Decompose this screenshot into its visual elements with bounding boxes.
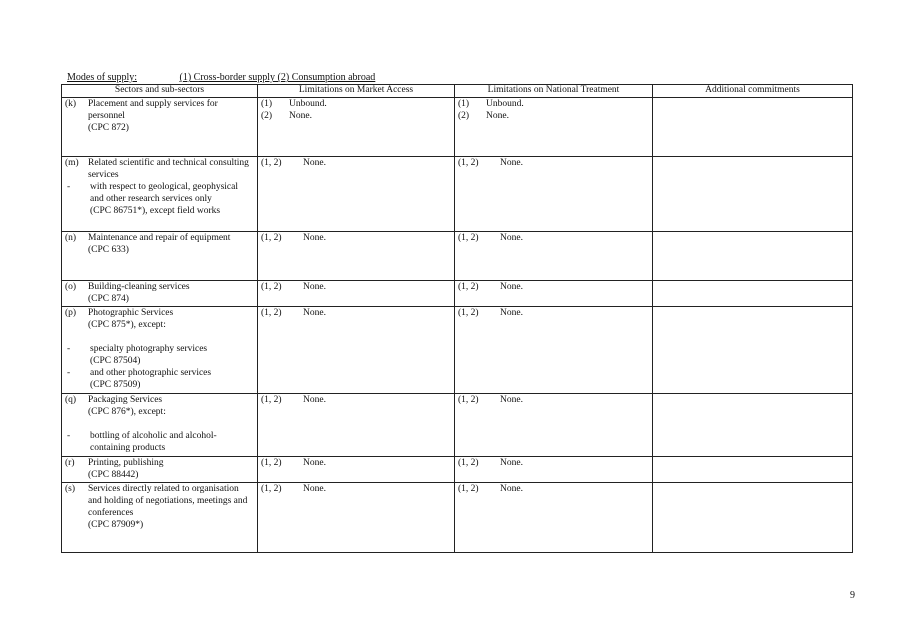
sub-sector-cpc: (CPC 87509) xyxy=(90,380,141,390)
national-treatment-cell xyxy=(455,307,653,394)
sector-title: Placement and supply services for personnel xyxy=(88,99,218,121)
mode-value: None. xyxy=(303,458,326,468)
mode-value: None. xyxy=(303,484,326,494)
sector-cell xyxy=(62,483,258,553)
market-access-cell xyxy=(258,483,455,553)
sector-title: Maintenance and repair of equipment xyxy=(88,233,231,243)
table-row xyxy=(62,281,853,307)
sector-title: Related scientific and technical consulting services xyxy=(88,158,249,180)
sector-title: Services directly related to organisation and holding of negotiations, meetings and conferences xyxy=(88,484,248,518)
sector-title: Printing, publishing xyxy=(88,458,164,468)
national-treatment-cell xyxy=(455,232,653,281)
market-access-cell xyxy=(258,98,455,157)
national-treatment-cell xyxy=(455,157,653,232)
market-access-cell xyxy=(258,457,455,483)
page-number: 9 xyxy=(850,590,855,601)
bullet-dash: - xyxy=(67,182,71,192)
mode-label: (1, 2) xyxy=(261,308,282,318)
mode-value: None. xyxy=(303,233,326,243)
mode-label: (1, 2) xyxy=(458,308,479,318)
market-access-cell xyxy=(258,281,455,307)
mode-label: (1, 2) xyxy=(261,484,282,494)
table-row xyxy=(62,307,853,394)
mode-label: (1, 2) xyxy=(458,395,479,405)
bullet-dash: - xyxy=(67,344,71,354)
additional-commitments-cell xyxy=(653,281,853,307)
mode-value: Unbound. xyxy=(486,99,524,109)
mode-label: (2) xyxy=(261,111,273,121)
additional-commitments-cell xyxy=(653,232,853,281)
mode-value: None. xyxy=(500,395,523,405)
table-header-row xyxy=(62,85,853,98)
sector-cell xyxy=(62,98,258,157)
sector-cpc: (CPC 875*), except: xyxy=(88,320,166,330)
sub-sector-text: with respect to geological, geophysical and other research services only xyxy=(90,182,238,204)
mode-label: (1) xyxy=(458,99,470,109)
modes-value: (1) Cross-border supply (2) Consumption abroad xyxy=(179,72,376,83)
table-row xyxy=(62,457,853,483)
header-market-access: Limitations on Market Access xyxy=(258,85,455,98)
sector-cpc: (CPC 872) xyxy=(88,123,129,133)
mode-label: (1, 2) xyxy=(261,233,282,243)
sector-cell xyxy=(62,232,258,281)
sector-cpc: (CPC 87909*) xyxy=(88,520,144,530)
sub-sector-text: specialty photography services xyxy=(90,344,208,354)
schedule-table xyxy=(61,84,853,553)
national-treatment-cell xyxy=(455,457,653,483)
mode-label: (1, 2) xyxy=(458,233,479,243)
mode-label: (1, 2) xyxy=(261,158,282,168)
header-national-treatment: Limitations on National Treatment xyxy=(455,85,653,98)
mode-value: None. xyxy=(500,158,523,168)
table-row xyxy=(62,98,853,157)
sector-cell xyxy=(62,281,258,307)
table-row xyxy=(62,157,853,232)
sector-title: Building-cleaning services xyxy=(88,282,190,292)
market-access-cell xyxy=(258,232,455,281)
mode-value: None. xyxy=(500,282,523,292)
mode-value: None. xyxy=(500,233,523,243)
mode-value: None. xyxy=(303,282,326,292)
sector-cell xyxy=(62,157,258,232)
national-treatment-cell xyxy=(455,483,653,553)
sector-cpc: (CPC 876*), except: xyxy=(88,407,166,417)
sector-cell xyxy=(62,394,258,457)
sub-sector-text: bottling of alcoholic and alcohol-containing products xyxy=(90,431,217,453)
table-row xyxy=(62,483,853,553)
mode-label: (1, 2) xyxy=(458,484,479,494)
mode-value: None. xyxy=(500,458,523,468)
mode-value: None. xyxy=(289,111,312,121)
mode-label: (1, 2) xyxy=(458,458,479,468)
mode-value: None. xyxy=(500,308,523,318)
sector-cpc: (CPC 88442) xyxy=(88,470,139,480)
sector-cpc: (CPC 874) xyxy=(88,294,129,304)
table-row xyxy=(62,394,853,457)
additional-commitments-cell xyxy=(653,394,853,457)
national-treatment-cell xyxy=(455,394,653,457)
national-treatment-cell xyxy=(455,281,653,307)
market-access-cell xyxy=(258,157,455,232)
mode-value: None. xyxy=(303,158,326,168)
additional-commitments-cell xyxy=(653,307,853,394)
mode-label: (1) xyxy=(261,99,273,109)
mode-label: (1, 2) xyxy=(458,158,479,168)
sector-cell xyxy=(62,457,258,483)
mode-value: None. xyxy=(303,308,326,318)
header-additional-commitments: Additional commitments xyxy=(653,85,853,98)
sector-cell xyxy=(62,307,258,394)
bullet-dash: - xyxy=(67,431,71,441)
sector-code: (o) xyxy=(65,282,77,292)
sub-sector-cpc: (CPC 87504) xyxy=(90,356,141,366)
sector-code: (s) xyxy=(65,484,76,494)
mode-value: None. xyxy=(486,111,509,121)
additional-commitments-cell xyxy=(653,98,853,157)
mode-label: (2) xyxy=(458,111,470,121)
sector-cpc: (CPC 86751*), except field works xyxy=(90,206,221,216)
mode-value: None. xyxy=(500,484,523,494)
sector-code: (p) xyxy=(65,308,77,318)
additional-commitments-cell xyxy=(653,157,853,232)
sector-cpc: (CPC 633) xyxy=(88,245,129,255)
market-access-cell xyxy=(258,394,455,457)
sector-code: (r) xyxy=(65,458,75,468)
mode-value: None. xyxy=(303,395,326,405)
mode-label: (1, 2) xyxy=(261,395,282,405)
additional-commitments-cell xyxy=(653,483,853,553)
header-sectors: Sectors and sub-sectors xyxy=(62,85,258,98)
bullet-dash: - xyxy=(67,368,71,378)
sector-code: (q) xyxy=(65,395,77,405)
sector-title: Packaging Services xyxy=(88,395,163,405)
sub-sector-text: and other photographic services xyxy=(90,368,212,378)
mode-value: Unbound. xyxy=(289,99,327,109)
sector-code: (k) xyxy=(65,99,77,109)
national-treatment-cell xyxy=(455,98,653,157)
sector-code: (m) xyxy=(65,158,79,168)
sector-code: (n) xyxy=(65,233,77,243)
modes-label: Modes of supply: xyxy=(67,72,137,83)
mode-label: (1, 2) xyxy=(458,282,479,292)
modes-of-supply xyxy=(67,72,375,83)
market-access-cell xyxy=(258,307,455,394)
mode-label: (1, 2) xyxy=(261,282,282,292)
additional-commitments-cell xyxy=(653,457,853,483)
sector-title: Photographic Services xyxy=(88,308,174,318)
table-row xyxy=(62,232,853,281)
mode-label: (1, 2) xyxy=(261,458,282,468)
